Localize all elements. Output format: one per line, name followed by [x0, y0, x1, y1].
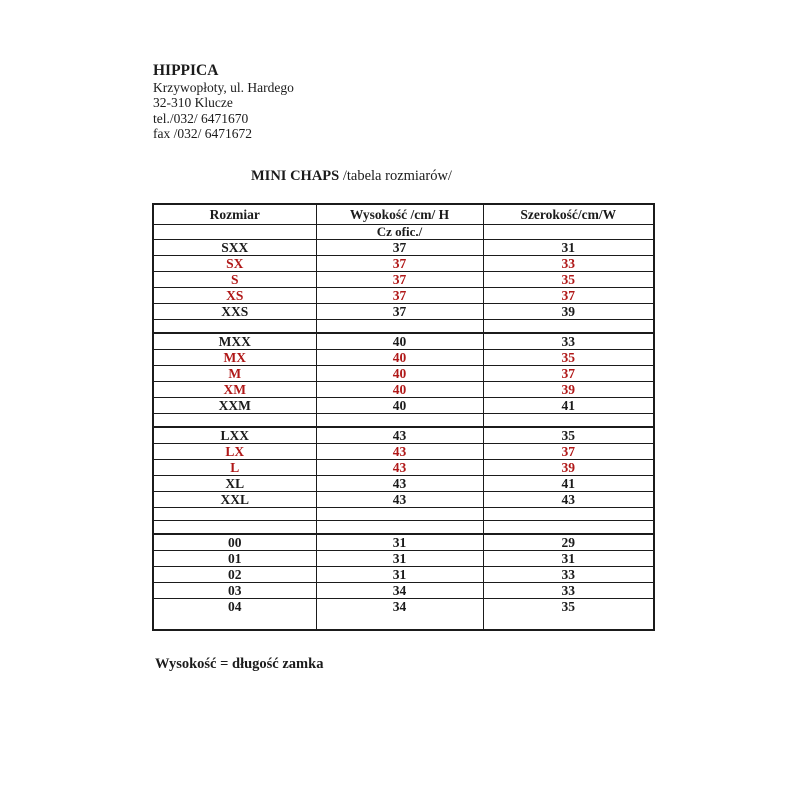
company-address-line2: 32-310 Klucze	[153, 95, 233, 110]
height-cell: 34	[316, 599, 483, 631]
table-row	[153, 476, 654, 492]
size-cell: M	[153, 366, 316, 382]
size-table	[152, 203, 655, 631]
table-row	[153, 366, 654, 382]
spacer-cell	[153, 521, 316, 535]
table-row	[153, 492, 654, 508]
table-row	[153, 521, 654, 535]
company-header	[153, 63, 294, 142]
size-cell: 03	[153, 583, 316, 599]
table-row	[153, 427, 654, 444]
width-cell: 39	[483, 382, 654, 398]
width-cell: 39	[483, 304, 654, 320]
table-row	[153, 288, 654, 304]
height-cell: 31	[316, 551, 483, 567]
size-cell: 00	[153, 534, 316, 551]
height-cell: 43	[316, 492, 483, 508]
size-table-body	[153, 204, 654, 630]
height-cell: 40	[316, 366, 483, 382]
table-row	[153, 460, 654, 476]
company-fax: fax /032/ 6471672	[153, 126, 252, 141]
size-cell: LX	[153, 444, 316, 460]
table-row	[153, 256, 654, 272]
height-cell: 40	[316, 382, 483, 398]
table-row	[153, 272, 654, 288]
width-cell: 35	[483, 427, 654, 444]
subheader-label: Cz ofic./	[316, 225, 483, 240]
subheader-cell-empty	[153, 225, 316, 240]
width-cell: 37	[483, 288, 654, 304]
size-cell: 02	[153, 567, 316, 583]
height-cell: 34	[316, 583, 483, 599]
size-cell: 04	[153, 599, 316, 631]
height-cell: 43	[316, 444, 483, 460]
width-cell: 31	[483, 240, 654, 256]
height-cell: 40	[316, 350, 483, 366]
size-cell: S	[153, 272, 316, 288]
size-cell: MX	[153, 350, 316, 366]
table-row	[153, 534, 654, 551]
table-header-row	[153, 204, 654, 225]
table-row	[153, 240, 654, 256]
size-cell: XXM	[153, 398, 316, 414]
spacer-cell	[316, 508, 483, 521]
width-cell: 33	[483, 333, 654, 350]
table-row	[153, 398, 654, 414]
height-cell: 37	[316, 288, 483, 304]
table-row	[153, 333, 654, 350]
width-cell: 29	[483, 534, 654, 551]
width-cell: 35	[483, 272, 654, 288]
width-cell: 33	[483, 583, 654, 599]
size-cell: SXX	[153, 240, 316, 256]
width-cell: 35	[483, 599, 654, 631]
spacer-cell	[483, 521, 654, 535]
table-row	[153, 304, 654, 320]
height-cell: 43	[316, 476, 483, 492]
height-cell: 31	[316, 567, 483, 583]
width-cell: 37	[483, 366, 654, 382]
table-row	[153, 444, 654, 460]
width-cell: 33	[483, 256, 654, 272]
size-cell: XXS	[153, 304, 316, 320]
size-cell: L	[153, 460, 316, 476]
height-cell: 43	[316, 460, 483, 476]
table-row	[153, 508, 654, 521]
size-cell: SX	[153, 256, 316, 272]
spacer-cell	[316, 414, 483, 428]
size-cell: LXX	[153, 427, 316, 444]
spacer-cell	[153, 508, 316, 521]
size-cell: XXL	[153, 492, 316, 508]
spacer-cell	[316, 521, 483, 535]
size-table-container	[152, 203, 655, 631]
spacer-cell	[483, 414, 654, 428]
height-cell: 37	[316, 272, 483, 288]
width-cell: 39	[483, 460, 654, 476]
column-header-0: Rozmiar	[153, 204, 316, 225]
company-address-line1: Krzywopłoty, ul. Hardego	[153, 79, 294, 95]
height-cell: 31	[316, 534, 483, 551]
spacer-cell	[483, 508, 654, 521]
document-title	[251, 168, 452, 185]
width-cell: 41	[483, 398, 654, 414]
document-title-sub: /tabela rozmiarów/	[339, 168, 452, 184]
width-cell: 43	[483, 492, 654, 508]
table-row	[153, 583, 654, 599]
width-cell: 35	[483, 350, 654, 366]
column-header-2: Szerokość/cm/W	[483, 204, 654, 225]
height-cell: 43	[316, 427, 483, 444]
height-cell: 40	[316, 398, 483, 414]
table-row	[153, 567, 654, 583]
height-cell: 37	[316, 304, 483, 320]
width-cell: 31	[483, 551, 654, 567]
table-row	[153, 599, 654, 631]
width-cell: 33	[483, 567, 654, 583]
table-row	[153, 382, 654, 398]
spacer-cell	[153, 320, 316, 334]
column-header-1: Wysokość /cm/ H	[316, 204, 483, 225]
subheader-cell-empty	[483, 225, 654, 240]
size-cell: XM	[153, 382, 316, 398]
spacer-cell	[483, 320, 654, 334]
height-cell: 37	[316, 240, 483, 256]
spacer-cell	[316, 320, 483, 334]
table-row	[153, 320, 654, 334]
table-row	[153, 225, 654, 240]
width-cell: 41	[483, 476, 654, 492]
size-cell: 01	[153, 551, 316, 567]
height-cell: 37	[316, 256, 483, 272]
size-cell: MXX	[153, 333, 316, 350]
size-cell: XS	[153, 288, 316, 304]
company-phone: tel./032/ 6471670	[153, 110, 249, 126]
size-cell: XL	[153, 476, 316, 492]
table-row	[153, 350, 654, 366]
width-cell: 37	[483, 444, 654, 460]
table-row	[153, 414, 654, 428]
company-name: HIPPICA	[153, 62, 219, 79]
spacer-cell	[153, 414, 316, 428]
height-cell: 40	[316, 333, 483, 350]
table-row	[153, 551, 654, 567]
footer-note: Wysokość = długość zamka	[155, 656, 324, 672]
document-title-main: MINI CHAPS	[251, 168, 340, 184]
